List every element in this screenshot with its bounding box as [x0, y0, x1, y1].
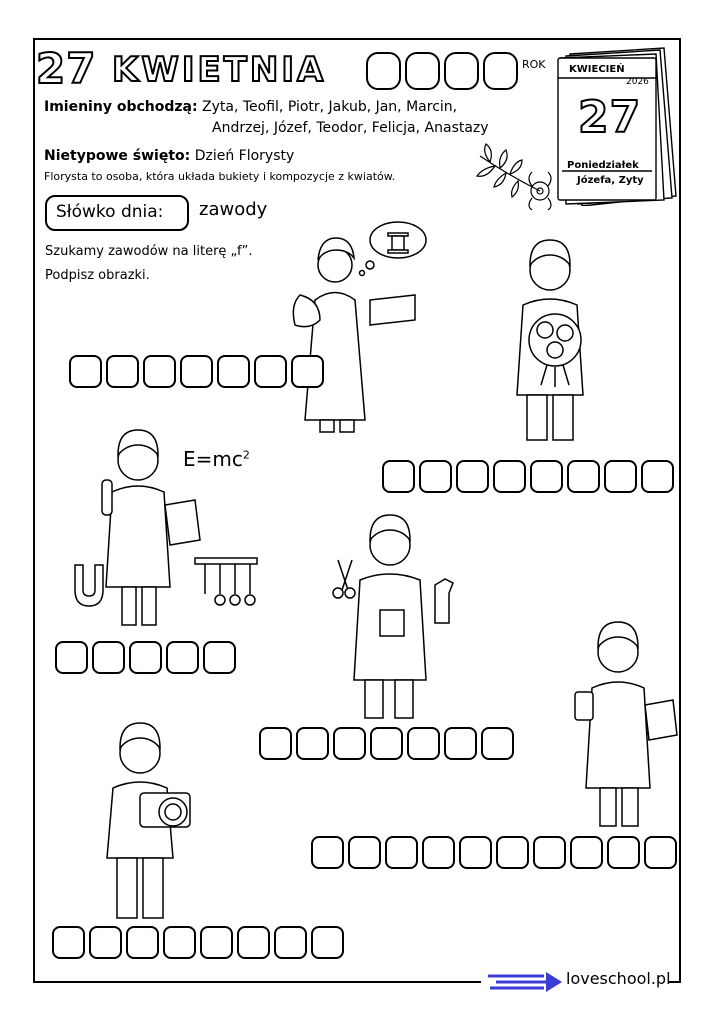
answer-row-florist [382, 460, 674, 493]
word-of-day-label: Słówko dnia: [45, 195, 189, 231]
calendar-weekday: Poniedziałek [567, 160, 639, 171]
answer-row-hairdresser [259, 727, 514, 760]
formula-exponent: 2 [242, 448, 250, 462]
answer-row-photographer [52, 926, 344, 959]
names-day-row [44, 99, 457, 115]
brand-arrow-icon [486, 968, 564, 994]
letter-box[interactable] [311, 836, 344, 869]
calendar-names: Józefa, Zyty [577, 175, 644, 186]
letter-box[interactable] [567, 460, 600, 493]
letter-box[interactable] [274, 926, 307, 959]
holiday-description: Florysta to osoba, która układa bukiety i kompozycje z kwiatów. [44, 170, 396, 183]
word-of-day-value: zawody [199, 199, 268, 220]
letter-box[interactable] [92, 641, 125, 674]
pharmacist-figure [570, 610, 680, 830]
calendar-day: 27 [578, 92, 642, 143]
letter-box[interactable] [604, 460, 637, 493]
letter-box[interactable] [69, 355, 102, 388]
bottom-border-left [33, 981, 481, 983]
letter-box[interactable] [530, 460, 563, 493]
florist-figure [505, 225, 605, 455]
letter-box[interactable] [291, 355, 324, 388]
formula-text [183, 447, 250, 471]
letter-box[interactable] [237, 926, 270, 959]
holiday-value: Dzień Florysty [194, 148, 295, 164]
letter-box[interactable] [259, 727, 292, 760]
letter-box[interactable] [129, 641, 162, 674]
year-label: ROK [522, 58, 546, 71]
letter-box[interactable] [570, 836, 603, 869]
brand-name[interactable]: loveschool.pl [566, 969, 671, 988]
names-day-label: Imieniny obchodzą: [44, 99, 198, 115]
answer-row-philosopher [69, 355, 324, 388]
letter-box[interactable] [493, 460, 526, 493]
year-digit-box-4[interactable] [483, 52, 518, 90]
title-day: 27 [36, 44, 97, 93]
flower-sprig-icon [470, 136, 560, 216]
philosopher-figure [280, 215, 430, 445]
holiday-row [44, 148, 294, 164]
letter-box[interactable] [180, 355, 213, 388]
names-day-line2: Andrzej, Józef, Teodor, Felicja, Anastazy [212, 120, 489, 136]
instruction-line1: Szukamy zawodów na literę „f”. [45, 244, 253, 259]
year-digit-box-2[interactable] [405, 52, 440, 90]
letter-box[interactable] [533, 836, 566, 869]
title-month: KWIETNIA [112, 50, 327, 90]
photographer-figure [95, 708, 205, 928]
instruction-line2: Podpisz obrazki. [45, 268, 150, 283]
letter-box[interactable] [217, 355, 250, 388]
letter-box[interactable] [348, 836, 381, 869]
letter-box[interactable] [333, 727, 366, 760]
letter-box[interactable] [444, 727, 477, 760]
letter-box[interactable] [254, 355, 287, 388]
letter-box[interactable] [126, 926, 159, 959]
letter-box[interactable] [422, 836, 455, 869]
letter-box[interactable] [419, 460, 452, 493]
year-digit-box-1[interactable] [366, 52, 401, 90]
answer-row-physicist [55, 641, 236, 674]
letter-box[interactable] [481, 727, 514, 760]
letter-box[interactable] [106, 355, 139, 388]
letter-box[interactable] [163, 926, 196, 959]
letter-box[interactable] [641, 460, 674, 493]
calendar-month: KWIECIEŃ [569, 64, 625, 75]
letter-box[interactable] [382, 460, 415, 493]
hairdresser-figure [330, 505, 460, 725]
letter-box[interactable] [644, 836, 677, 869]
letter-box[interactable] [296, 727, 329, 760]
letter-box[interactable] [200, 926, 233, 959]
letter-box[interactable] [607, 836, 640, 869]
names-day-line1: Zyta, Teofil, Piotr, Jakub, Jan, Marcin, [202, 99, 458, 115]
year-digit-box-3[interactable] [444, 52, 479, 90]
letter-box[interactable] [55, 641, 88, 674]
letter-box[interactable] [385, 836, 418, 869]
letter-box[interactable] [496, 836, 529, 869]
answer-row-pharmacist [311, 836, 677, 869]
formula-base: E=mc [183, 447, 243, 471]
letter-box[interactable] [166, 641, 199, 674]
letter-box[interactable] [459, 836, 492, 869]
holiday-label: Nietypowe święto: [44, 148, 191, 164]
letter-box[interactable] [456, 460, 489, 493]
letter-box[interactable] [370, 727, 403, 760]
letter-box[interactable] [143, 355, 176, 388]
letter-box[interactable] [203, 641, 236, 674]
letter-box[interactable] [52, 926, 85, 959]
letter-box[interactable] [89, 926, 122, 959]
letter-box[interactable] [407, 727, 440, 760]
letter-box[interactable] [311, 926, 344, 959]
calendar-year: 2026 [626, 77, 649, 87]
